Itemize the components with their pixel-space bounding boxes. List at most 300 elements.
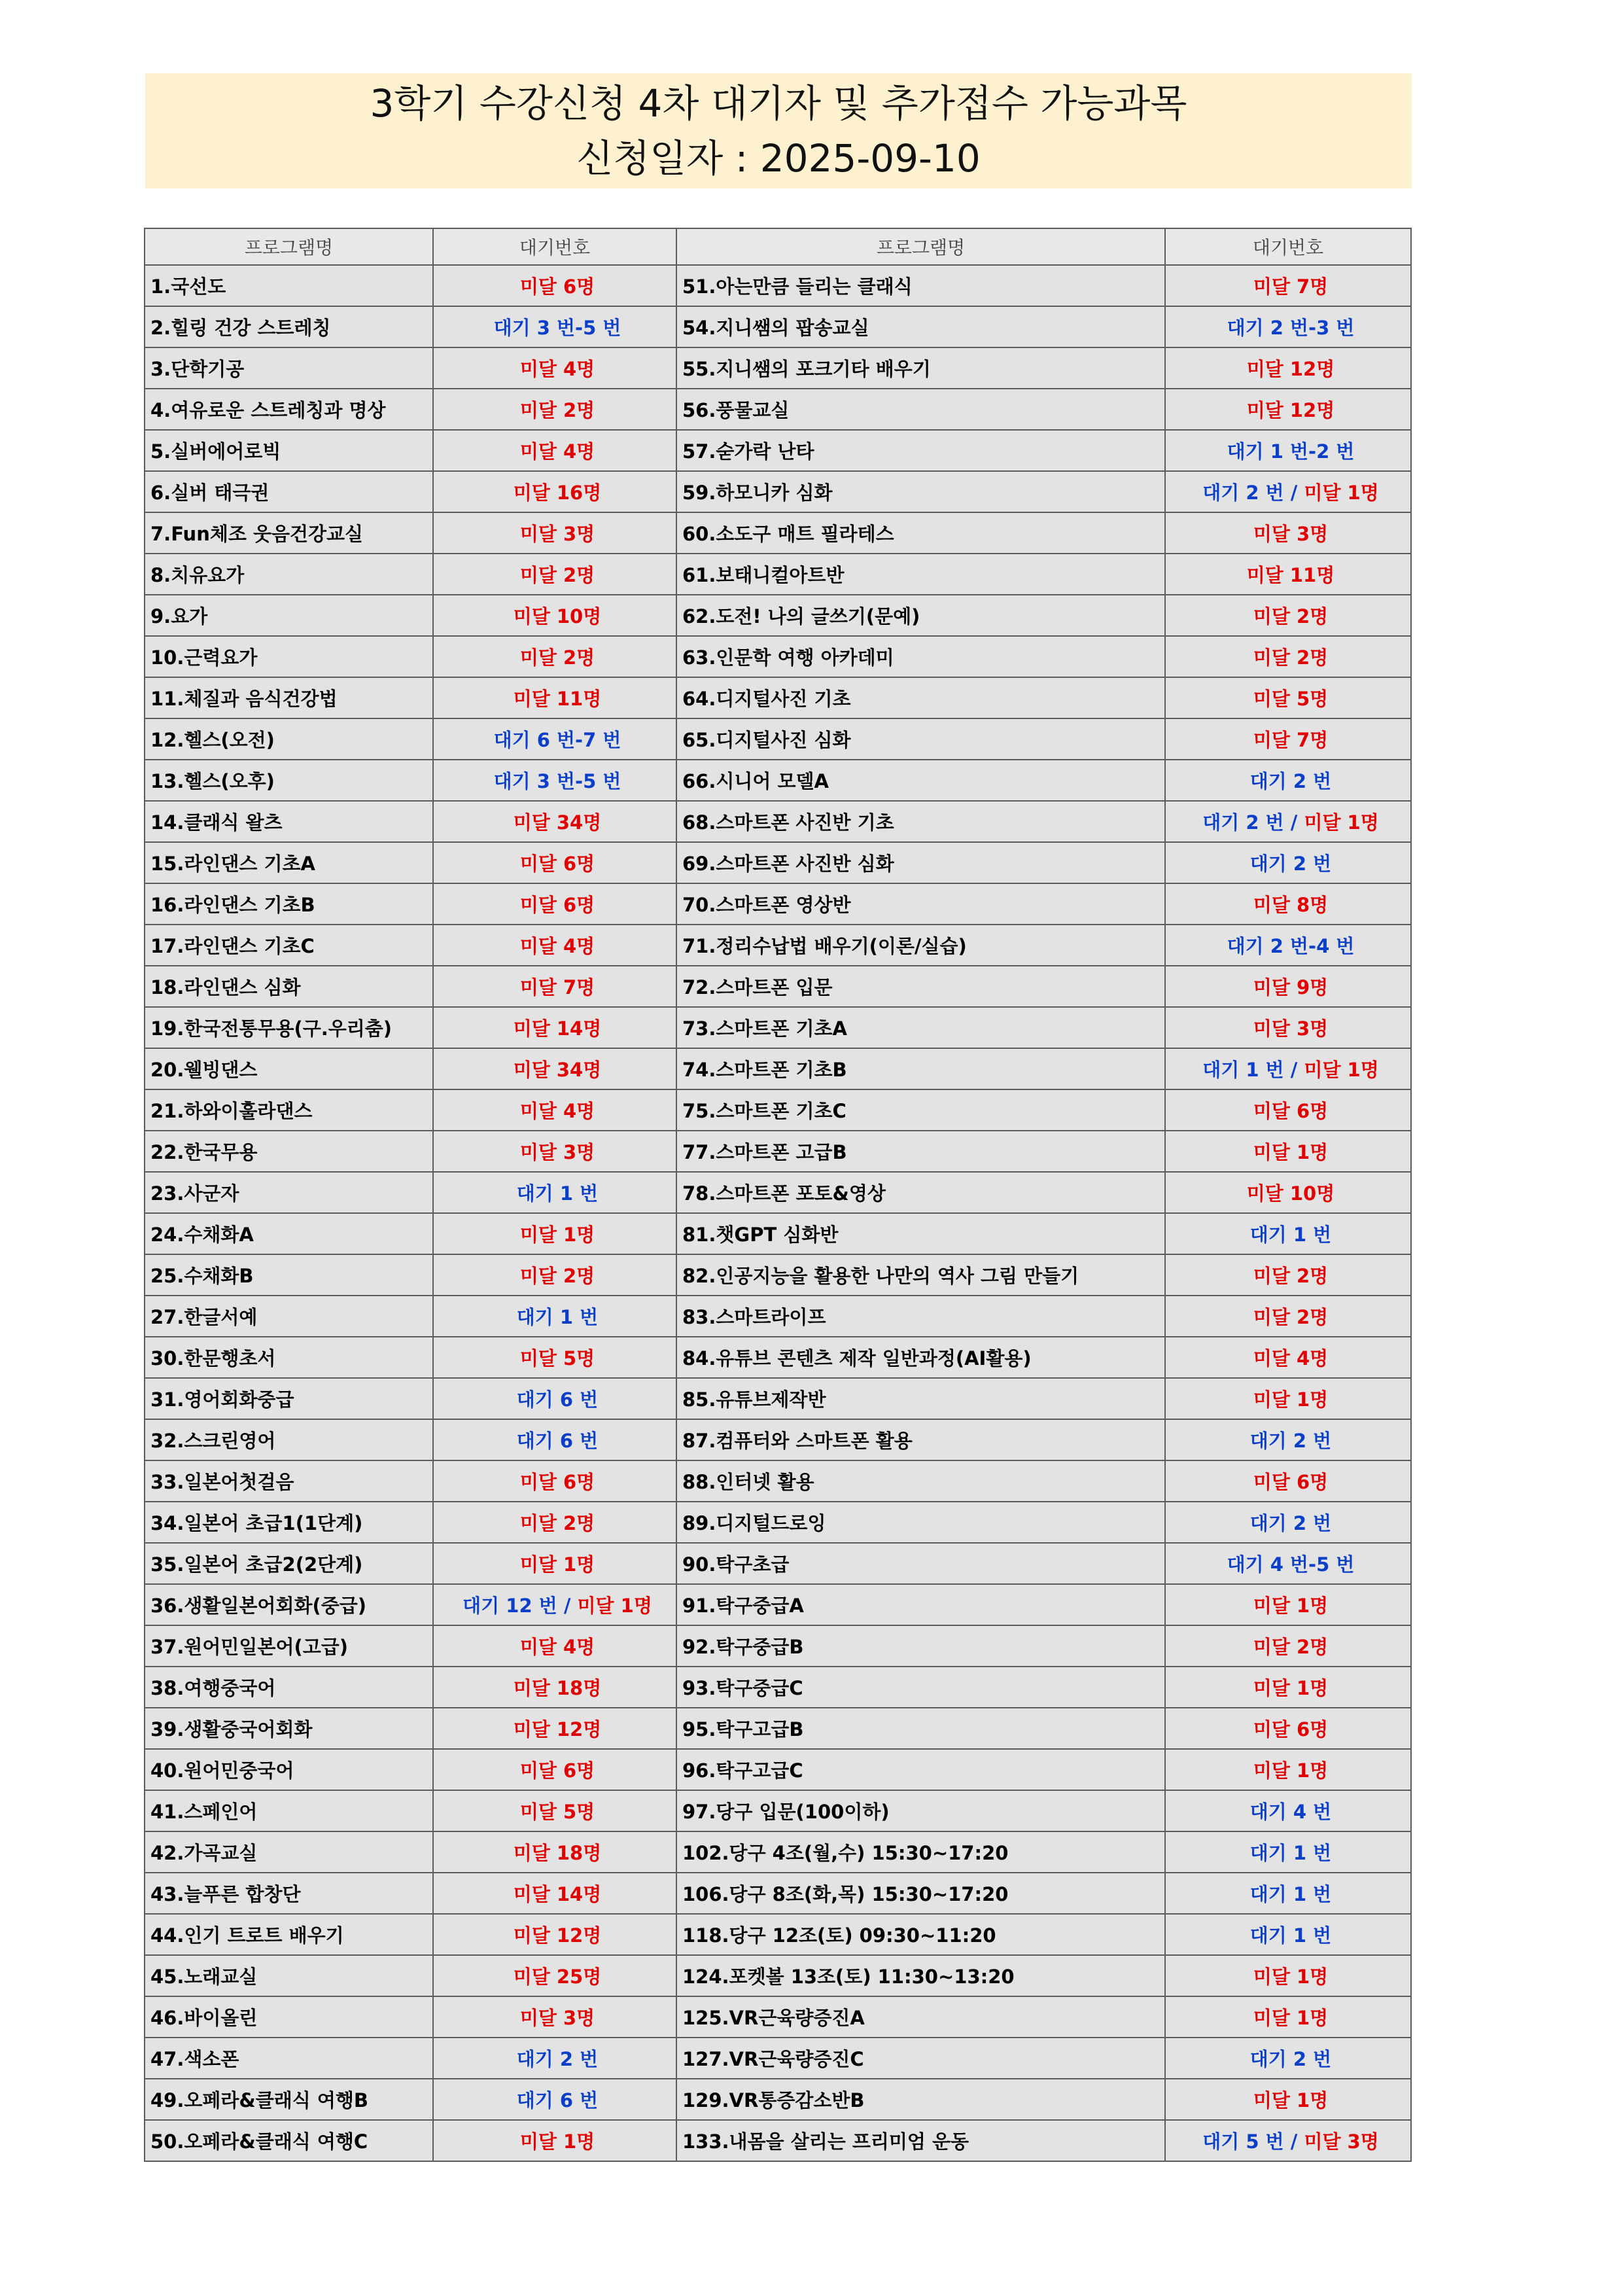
column-header-program-right: 프로그램명 [676, 228, 1165, 265]
wait-status-left [433, 1667, 676, 1708]
shortage-count: 미달 2명 [1253, 605, 1329, 627]
table-row [145, 883, 1411, 925]
program-name-right: 88.인터넷 활용 [676, 1460, 1165, 1502]
wait-status-left [433, 1460, 676, 1502]
program-name-right: 78.스마트폰 포토&영상 [676, 1172, 1165, 1213]
wait-status-left [433, 595, 676, 636]
program-name-right: 129.VR통증감소반B [676, 2079, 1165, 2120]
wait-status-left [433, 1914, 676, 1955]
program-name-right: 66.시니어 모델A [676, 760, 1165, 801]
shortage-count: 미달 3명 [1304, 2130, 1379, 2153]
wait-status-right [1165, 2120, 1411, 2161]
wait-status-right [1165, 1254, 1411, 1296]
wait-status-right [1165, 1543, 1411, 1584]
wait-status-left [433, 1790, 676, 1831]
table-row [145, 1007, 1411, 1048]
table-row [145, 1831, 1411, 1873]
program-name-right: 64.디지털사진 기초 [676, 677, 1165, 718]
shortage-count: 미달 4명 [519, 440, 595, 463]
shortage-count: 미달 11명 [1246, 564, 1335, 586]
wait-status-right [1165, 554, 1411, 595]
shortage-count: 미달 11명 [513, 688, 602, 710]
shortage-count: 미달 14명 [513, 1017, 602, 1040]
wait-status-right [1165, 1708, 1411, 1749]
wait-status-left [433, 1584, 676, 1625]
waitlist-number: 대기 1 번 [516, 1306, 599, 1328]
wait-status-right [1165, 677, 1411, 718]
program-name-left: 34.일본어 초급1(1단계) [145, 1502, 433, 1543]
program-name-right: 54.지니쌤의 팝송교실 [676, 306, 1165, 347]
wait-status-right [1165, 842, 1411, 883]
column-header-waitnum-right: 대기번호 [1165, 228, 1411, 265]
wait-status-right [1165, 760, 1411, 801]
waitlist-table [144, 228, 1412, 2162]
program-name-right: 56.풍물교실 [676, 389, 1165, 430]
program-name-right: 68.스마트폰 사진반 기초 [676, 801, 1165, 842]
wait-status-right [1165, 1296, 1411, 1337]
wait-status-left [433, 306, 676, 347]
program-name-left: 12.헬스(오전) [145, 718, 433, 760]
wait-status-left [433, 265, 676, 306]
shortage-count: 미달 25명 [513, 1966, 602, 1988]
wait-status-left [433, 1419, 676, 1460]
waitlist-number: 대기 5 번 / [1202, 2130, 1304, 2153]
wait-status-left [433, 1708, 676, 1749]
program-name-left: 33.일본어첫걸음 [145, 1460, 433, 1502]
table-row [145, 2038, 1411, 2079]
shortage-count: 미달 6명 [1253, 1100, 1329, 1122]
waitlist-number: 대기 6 번 [516, 2089, 599, 2111]
wait-status-right [1165, 306, 1411, 347]
waitlist-number: 대기 2 번 [516, 2048, 599, 2070]
shortage-count: 미달 5명 [519, 1347, 595, 1369]
table-body [145, 265, 1411, 2161]
waitlist-number: 대기 6 번 [516, 1430, 599, 1452]
program-name-right: 71.정리수납법 배우기(이론/실습) [676, 925, 1165, 966]
shortage-count: 미달 3명 [519, 523, 595, 545]
program-name-left: 15.라인댄스 기초A [145, 842, 433, 883]
program-name-right: 92.탁구중급B [676, 1625, 1165, 1667]
shortage-count: 미달 7명 [1253, 729, 1329, 751]
wait-status-left [433, 1131, 676, 1172]
table-row [145, 1131, 1411, 1172]
wait-status-left [433, 512, 676, 554]
program-name-left: 39.생활중국어회화 [145, 1708, 433, 1749]
shortage-count: 미달 3명 [519, 1141, 595, 1163]
shortage-count: 미달 12명 [1246, 358, 1335, 380]
wait-status-right [1165, 718, 1411, 760]
wait-status-right [1165, 1749, 1411, 1790]
shortage-count: 미달 14명 [513, 1883, 602, 1905]
wait-status-left [433, 718, 676, 760]
program-name-right: 69.스마트폰 사진반 심화 [676, 842, 1165, 883]
table-row [145, 1213, 1411, 1254]
program-name-right: 96.탁구고급C [676, 1749, 1165, 1790]
wait-status-right [1165, 1625, 1411, 1667]
waitlist-number: 대기 1 번 [1249, 1883, 1332, 1905]
program-name-left: 37.원어민일본어(고급) [145, 1625, 433, 1667]
shortage-count: 미달 1명 [1304, 1059, 1379, 1081]
program-name-left: 44.인기 트로트 배우기 [145, 1914, 433, 1955]
wait-status-right [1165, 1213, 1411, 1254]
program-name-left: 46.바이올린 [145, 1996, 433, 2038]
wait-status-right [1165, 1419, 1411, 1460]
table-row [145, 595, 1411, 636]
table-row [145, 1667, 1411, 1708]
program-name-right: 83.스마트라이프 [676, 1296, 1165, 1337]
shortage-count: 미달 6명 [519, 1759, 595, 1782]
table-row [145, 471, 1411, 512]
waitlist-number: 대기 2 번 [1249, 770, 1332, 792]
wait-status-left [433, 1873, 676, 1914]
shortage-count: 미달 10명 [1246, 1182, 1335, 1205]
wait-status-left [433, 1296, 676, 1337]
wait-status-right [1165, 512, 1411, 554]
table-row [145, 347, 1411, 389]
table-row [145, 2079, 1411, 2120]
table-row [145, 554, 1411, 595]
waitlist-number: 대기 6 번 [516, 1388, 599, 1411]
table-row [145, 1996, 1411, 2038]
wait-status-left [433, 760, 676, 801]
program-name-left: 49.오페라&클래식 여행B [145, 2079, 433, 2120]
wait-status-right [1165, 1584, 1411, 1625]
table-row [145, 966, 1411, 1007]
program-name-right: 95.탁구고급B [676, 1708, 1165, 1749]
wait-status-right [1165, 1460, 1411, 1502]
program-name-left: 11.체질과 음식건강법 [145, 677, 433, 718]
wait-status-left [433, 1048, 676, 1089]
shortage-count: 미달 1명 [1304, 482, 1379, 504]
program-name-right: 127.VR근육량증진C [676, 2038, 1165, 2079]
table-row [145, 430, 1411, 471]
waitlist-number: 대기 6 번-7 번 [493, 729, 621, 751]
program-name-left: 9.요가 [145, 595, 433, 636]
program-name-left: 22.한국무용 [145, 1131, 433, 1172]
table-row [145, 1873, 1411, 1914]
shortage-count: 미달 9명 [1253, 976, 1329, 998]
program-name-left: 36.생활일본어회화(중급) [145, 1584, 433, 1625]
waitlist-number: 대기 12 번 / [462, 1595, 578, 1617]
program-name-left: 18.라인댄스 심화 [145, 966, 433, 1007]
program-name-right: 102.당구 4조(월,수) 15:30~17:20 [676, 1831, 1165, 1873]
shortage-count: 미달 1명 [519, 2130, 595, 2153]
wait-status-left [433, 2120, 676, 2161]
program-name-right: 87.컴퓨터와 스마트폰 활용 [676, 1419, 1165, 1460]
wait-status-right [1165, 1131, 1411, 1172]
program-name-left: 14.클래식 왈츠 [145, 801, 433, 842]
table-row [145, 925, 1411, 966]
table-row [145, 389, 1411, 430]
program-name-left: 21.하와이훌라댄스 [145, 1089, 433, 1131]
shortage-count: 미달 2명 [519, 1512, 595, 1534]
program-name-right: 118.당구 12조(토) 09:30~11:20 [676, 1914, 1165, 1955]
table-row [145, 1460, 1411, 1502]
shortage-count: 미달 12명 [1246, 399, 1335, 421]
wait-status-right [1165, 1089, 1411, 1131]
program-name-right: 85.유튜브제작반 [676, 1378, 1165, 1419]
shortage-count: 미달 3명 [1253, 523, 1329, 545]
table-row [145, 2120, 1411, 2161]
waitlist-number: 대기 1 번 [1249, 1842, 1332, 1864]
wait-status-left [433, 1089, 676, 1131]
shortage-count: 미달 18명 [513, 1842, 602, 1864]
wait-status-left [433, 1749, 676, 1790]
shortage-count: 미달 4명 [519, 358, 595, 380]
shortage-count: 미달 18명 [513, 1677, 602, 1699]
program-name-right: 133.내몸을 살리는 프리미엄 운동 [676, 2120, 1165, 2161]
wait-status-right [1165, 1873, 1411, 1914]
shortage-count: 미달 12명 [513, 1718, 602, 1740]
program-name-left: 42.가곡교실 [145, 1831, 433, 1873]
program-name-left: 38.여행중국어 [145, 1667, 433, 1708]
wait-status-right [1165, 1007, 1411, 1048]
wait-status-right [1165, 2079, 1411, 2120]
program-name-right: 57.숟가락 난타 [676, 430, 1165, 471]
program-name-left: 5.실버에어로빅 [145, 430, 433, 471]
table-row [145, 1914, 1411, 1955]
shortage-count: 미달 1명 [1253, 1677, 1329, 1699]
program-name-left: 31.영어회화중급 [145, 1378, 433, 1419]
program-name-left: 19.한국전통무용(구.우리춤) [145, 1007, 433, 1048]
wait-status-left [433, 347, 676, 389]
program-name-right: 70.스마트폰 영상반 [676, 883, 1165, 925]
program-name-left: 45.노래교실 [145, 1955, 433, 1996]
program-name-left: 2.힐링 건강 스트레칭 [145, 306, 433, 347]
column-header-waitnum-left: 대기번호 [433, 228, 676, 265]
waitlist-number: 대기 2 번 [1249, 1430, 1332, 1452]
wait-status-right [1165, 430, 1411, 471]
program-name-left: 24.수채화A [145, 1213, 433, 1254]
shortage-count: 미달 2명 [1253, 646, 1329, 669]
wait-status-left [433, 1172, 676, 1213]
wait-status-right [1165, 1337, 1411, 1378]
program-name-left: 47.색소폰 [145, 2038, 433, 2079]
program-name-left: 4.여유로운 스트레칭과 명상 [145, 389, 433, 430]
wait-status-right [1165, 1048, 1411, 1089]
program-name-left: 35.일본어 초급2(2단계) [145, 1543, 433, 1584]
table-row [145, 760, 1411, 801]
waitlist-number: 대기 2 번 / [1202, 482, 1304, 504]
program-name-left: 6.실버 태극권 [145, 471, 433, 512]
program-name-left: 16.라인댄스 기초B [145, 883, 433, 925]
table-row [145, 1296, 1411, 1337]
program-name-left: 10.근력요가 [145, 636, 433, 677]
shortage-count: 미달 6명 [519, 853, 595, 875]
program-name-right: 124.포켓볼 13조(토) 11:30~13:20 [676, 1955, 1165, 1996]
wait-status-right [1165, 1502, 1411, 1543]
shortage-count: 미달 1명 [519, 1553, 595, 1576]
table-row [145, 306, 1411, 347]
program-name-right: 91.탁구중급A [676, 1584, 1165, 1625]
shortage-count: 미달 2명 [519, 1265, 595, 1287]
program-name-right: 51.아는만큼 들리는 클래식 [676, 265, 1165, 306]
program-name-left: 1.국선도 [145, 265, 433, 306]
wait-status-left [433, 554, 676, 595]
program-name-right: 125.VR근육량증진A [676, 1996, 1165, 2038]
shortage-count: 미달 2명 [519, 564, 595, 586]
wait-status-right [1165, 1667, 1411, 1708]
program-name-left: 40.원어민중국어 [145, 1749, 433, 1790]
shortage-count: 미달 1명 [1253, 1388, 1329, 1411]
wait-status-left [433, 2079, 676, 2120]
shortage-count: 미달 1명 [519, 1224, 595, 1246]
program-name-left: 13.헬스(오후) [145, 760, 433, 801]
table-row [145, 1543, 1411, 1584]
table-row [145, 1378, 1411, 1419]
wait-status-right [1165, 347, 1411, 389]
shortage-count: 미달 6명 [519, 275, 595, 298]
shortage-count: 미달 16명 [513, 482, 602, 504]
program-name-right: 61.보태니컬아트반 [676, 554, 1165, 595]
program-name-right: 90.탁구초급 [676, 1543, 1165, 1584]
wait-status-left [433, 925, 676, 966]
table-row [145, 1625, 1411, 1667]
waitlist-number: 대기 4 번-5 번 [1227, 1553, 1355, 1576]
shortage-count: 미달 4명 [519, 1100, 595, 1122]
program-name-right: 97.당구 입문(100이하) [676, 1790, 1165, 1831]
program-name-left: 50.오페라&클래식 여행C [145, 2120, 433, 2161]
program-name-right: 73.스마트폰 기초A [676, 1007, 1165, 1048]
program-name-left: 7.Fun체조 웃음건강교실 [145, 512, 433, 554]
waitlist-number: 대기 2 번-3 번 [1227, 317, 1355, 339]
shortage-count: 미달 7명 [519, 976, 595, 998]
program-name-right: 60.소도구 매트 필라테스 [676, 512, 1165, 554]
waitlist-number: 대기 3 번-5 번 [493, 770, 621, 792]
program-name-right: 74.스마트폰 기초B [676, 1048, 1165, 1089]
shortage-count: 미달 1명 [1253, 1966, 1329, 1988]
shortage-count: 미달 12명 [513, 1924, 602, 1947]
wait-status-right [1165, 471, 1411, 512]
wait-status-right [1165, 2038, 1411, 2079]
table-row [145, 636, 1411, 677]
program-name-left: 32.스크린영어 [145, 1419, 433, 1460]
waitlist-number: 대기 1 번 [516, 1182, 599, 1205]
program-name-right: 62.도전! 나의 글쓰기(문예) [676, 595, 1165, 636]
wait-status-right [1165, 1996, 1411, 2038]
shortage-count: 미달 6명 [1253, 1471, 1329, 1493]
shortage-count: 미달 3명 [1253, 1017, 1329, 1040]
wait-status-right [1165, 265, 1411, 306]
program-name-left: 23.사군자 [145, 1172, 433, 1213]
shortage-count: 미달 3명 [519, 2007, 595, 2029]
wait-status-left [433, 677, 676, 718]
shortage-count: 미달 2명 [1253, 1636, 1329, 1658]
waitlist-number: 대기 2 번-4 번 [1227, 935, 1355, 957]
wait-status-left [433, 636, 676, 677]
waitlist-number: 대기 4 번 [1249, 1801, 1332, 1823]
program-name-left: 27.한글서예 [145, 1296, 433, 1337]
program-name-right: 93.탁구중급C [676, 1667, 1165, 1708]
shortage-count: 미달 5명 [519, 1801, 595, 1823]
program-name-left: 25.수채화B [145, 1254, 433, 1296]
shortage-count: 미달 2명 [1253, 1306, 1329, 1328]
wait-status-right [1165, 1790, 1411, 1831]
table-row [145, 1584, 1411, 1625]
table-row [145, 1172, 1411, 1213]
program-name-left: 3.단학기공 [145, 347, 433, 389]
shortage-count: 미달 6명 [519, 894, 595, 916]
waitlist-number: 대기 1 번-2 번 [1227, 440, 1355, 463]
wait-status-right [1165, 1831, 1411, 1873]
program-name-right: 65.디지털사진 심화 [676, 718, 1165, 760]
shortage-count: 미달 4명 [519, 1636, 595, 1658]
wait-status-right [1165, 966, 1411, 1007]
shortage-count: 미달 1명 [1304, 811, 1379, 834]
shortage-count: 미달 2명 [519, 646, 595, 669]
wait-status-left [433, 842, 676, 883]
shortage-count: 미달 6명 [519, 1471, 595, 1493]
table-row [145, 1708, 1411, 1749]
shortage-count: 미달 4명 [519, 935, 595, 957]
waitlist-number: 대기 1 번 [1249, 1924, 1332, 1947]
table-row [145, 265, 1411, 306]
wait-status-left [433, 1254, 676, 1296]
program-name-right: 89.디지털드로잉 [676, 1502, 1165, 1543]
table-row [145, 842, 1411, 883]
program-name-left: 20.웰빙댄스 [145, 1048, 433, 1089]
table-row [145, 1254, 1411, 1296]
program-name-left: 17.라인댄스 기초C [145, 925, 433, 966]
waitlist-number: 대기 1 번 / [1202, 1059, 1304, 1081]
program-name-right: 55.지니쌤의 포크기타 배우기 [676, 347, 1165, 389]
shortage-count: 미달 1명 [1253, 1141, 1329, 1163]
wait-status-left [433, 1543, 676, 1584]
wait-status-right [1165, 636, 1411, 677]
wait-status-right [1165, 389, 1411, 430]
shortage-count: 미달 34명 [513, 1059, 602, 1081]
wait-status-left [433, 1996, 676, 2038]
wait-status-left [433, 1378, 676, 1419]
shortage-count: 미달 1명 [1253, 2089, 1329, 2111]
shortage-count: 미달 7명 [1253, 275, 1329, 298]
wait-status-left [433, 1625, 676, 1667]
wait-status-left [433, 1337, 676, 1378]
program-name-right: 72.스마트폰 입문 [676, 966, 1165, 1007]
table-header-row [145, 228, 1411, 265]
shortage-count: 미달 4명 [1253, 1347, 1329, 1369]
wait-status-right [1165, 1955, 1411, 1996]
shortage-count: 미달 34명 [513, 811, 602, 834]
shortage-count: 미달 1명 [1253, 2007, 1329, 2029]
shortage-count: 미달 8명 [1253, 894, 1329, 916]
table-row [145, 1337, 1411, 1378]
wait-status-left [433, 2038, 676, 2079]
program-name-right: 82.인공지능을 활용한 나만의 역사 그림 만들기 [676, 1254, 1165, 1296]
waitlist-number: 대기 2 번 [1249, 2048, 1332, 2070]
program-name-left: 8.치유요가 [145, 554, 433, 595]
wait-status-left [433, 1213, 676, 1254]
wait-status-right [1165, 1378, 1411, 1419]
wait-status-right [1165, 883, 1411, 925]
program-name-left: 43.늘푸른 합창단 [145, 1873, 433, 1914]
waitlist-number: 대기 1 번 [1249, 1224, 1332, 1246]
table-row [145, 1419, 1411, 1460]
wait-status-left [433, 389, 676, 430]
waitlist-number: 대기 2 번 [1249, 853, 1332, 875]
table-row [145, 801, 1411, 842]
wait-status-left [433, 430, 676, 471]
shortage-count: 미달 2명 [519, 399, 595, 421]
table-row [145, 1955, 1411, 1996]
shortage-count: 미달 1명 [1253, 1595, 1329, 1617]
title-banner [145, 73, 1412, 188]
program-name-left: 30.한문행초서 [145, 1337, 433, 1378]
shortage-count: 미달 1명 [1253, 1759, 1329, 1782]
column-header-program-left: 프로그램명 [145, 228, 433, 265]
wait-status-right [1165, 925, 1411, 966]
wait-status-right [1165, 1172, 1411, 1213]
